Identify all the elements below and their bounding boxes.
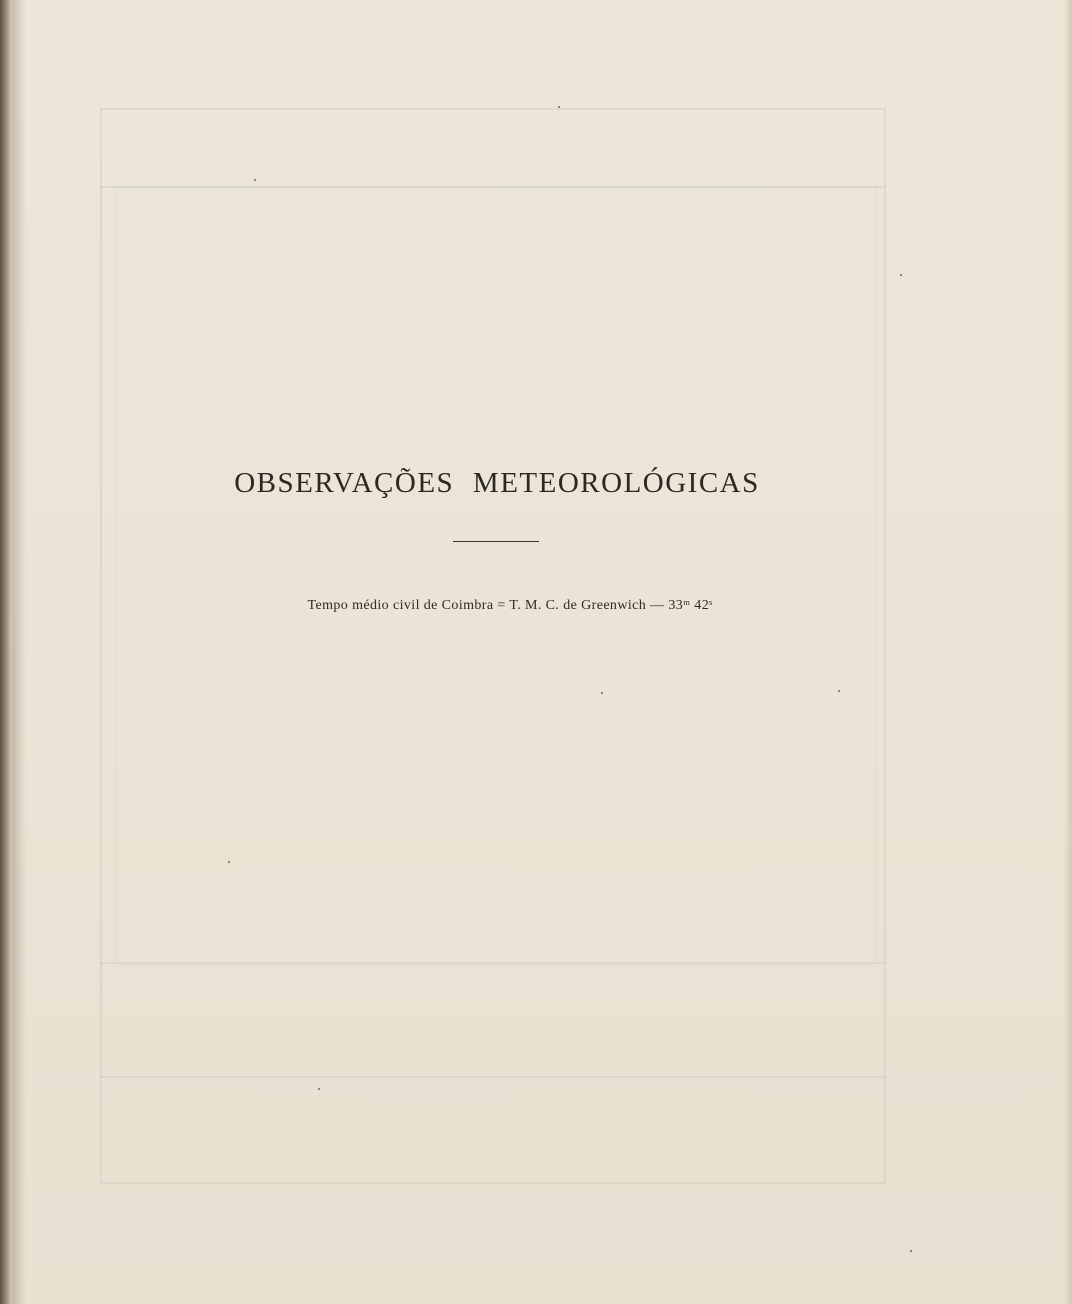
title-divider [453,541,539,542]
book-binding-edge [0,0,12,1304]
paper-speck [838,690,840,692]
bleed-through-inner-frame [116,186,876,966]
page-title: OBSERVAÇÕES METEOROLÓGICAS [234,467,760,500]
paper-speck [601,692,603,694]
binding-shadow [12,0,26,1304]
paper-speck [228,861,230,863]
paper-speck [254,179,256,181]
bleed-through-rule [100,1076,886,1078]
page-subtitle: Tempo médio civil de Coimbra = T. M. C. de Greenwich — 33ᵐ 42ˢ [307,598,713,613]
page-right-edge [1064,0,1072,1304]
paper-speck [558,106,560,108]
bleed-through-rule [100,962,886,964]
paper-speck [318,1088,320,1090]
bleed-through-rule [100,186,886,188]
paper-speck [900,274,902,276]
paper-speck [910,1250,912,1252]
